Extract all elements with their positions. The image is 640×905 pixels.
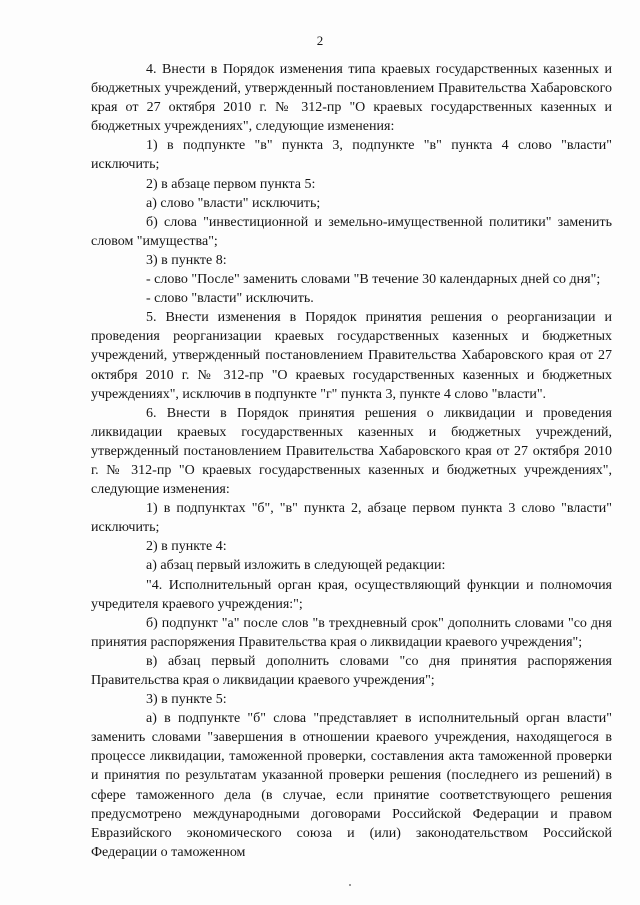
paragraph-4-item-3-dash-2: - слово "власти" исключить. [146,291,314,307]
paragraph-4-item-2a: а) слово "власти" исключить; [146,195,321,211]
scan-speck [349,884,351,886]
paragraph-6-item-2: 2) в пункте 4: [146,539,227,555]
paragraph-6-item-2a: а) абзац первый изложить в следующей редакции: [146,558,446,574]
paragraph-4-item-2: 2) в абзаце первом пункта 5: [146,176,316,192]
paragraph-6-intro: 6. Внести в Порядок принятия решения о ликвидации и проведения ликвидации краевых государственных казенных и бюджетных учреждений, утвержденный постановлением Правительства Хабаровского края от 27 октября 2010 г. № 312-пр "О краевых государственных казенных и бюджетных учреждениях", следующие изменения: [91,405,612,498]
paragraph-4-item-3: 3) в пункте 8: [146,252,227,268]
paragraph-4-item-2b: б) слова "инвестиционной и земельно-имущественной политики" заменить словом "имущества"; [91,214,612,249]
paragraph-4-item-3-dash-1: - слово "После" заменить словами "В течение 30 календарных дней со дня"; [146,272,601,288]
paragraph-6-item-2a-quote: "4. Исполнительный орган края, осуществляющий функции и полномочия учредителя краевого учреждения:"; [91,577,612,612]
document-body [91,60,612,862]
paragraph-5: 5. Внести изменения в Порядок принятия решения о реорганизации и проведения реорганизации краевых государственных казенных и бюджетных учреждений, утвержденный постановлением Правительства Хабаровского края от 27 октября 2010 г. № 312-пр "О краевых государственных казенных и бюджетных учреждениях", исключив в подпункте "г" пункта 3, пункте 4 слово "власти". [91,310,612,402]
paragraph-6-item-3a: а) в подпункте "б" слова "представляет в исполнительный орган власти" заменить словами "завершения в отношении краевого учреждения, находящегося в процессе ликвидации, таможенной проверки, составления акта таможенной проверки и принятия по результатам указанной проверки решения (последнего из решений) в сфере таможенного дела (в случае, если принятие соответствующего решения предусмотрено международными договорами Российской Федерации и правом Евразийского экономического союза и (или) законодательством Российской Федерации о таможенном [91,711,612,860]
paragraph-6-item-1: 1) в подпунктах "б", "в" пункта 2, абзаце первом пункта 3 слово "власти" исключить; [91,501,612,536]
paragraph-6-item-3: 3) в пункте 5: [146,692,227,708]
paragraph-4-item-1: 1) в подпункте "в" пункта 3, подпункте "в" пункта 4 слово "власти" исключить; [91,138,612,173]
paragraph-6-item-2c: в) абзац первый дополнить словами "со дня принятия распоряжения Правительства края о ликвидации краевого учреждения"; [91,653,612,688]
paragraph-6-item-2b: б) подпункт "а" после слов "в трехдневный срок" дополнить словами "со дня принятия распоряжения Правительства края о ликвидации краевого учреждения"; [91,615,612,650]
page-number: 2 [316,33,324,48]
paragraph-4-intro: 4. Внести в Порядок изменения типа краевых государственных казенных и бюджетных учреждений, утвержденный постановлением Правительства Хабаровского края от 27 октября 2010 г. № 312-пр "О краевых государственных казенных и бюджетных учреждениях", следующие изменения: [91,62,612,135]
